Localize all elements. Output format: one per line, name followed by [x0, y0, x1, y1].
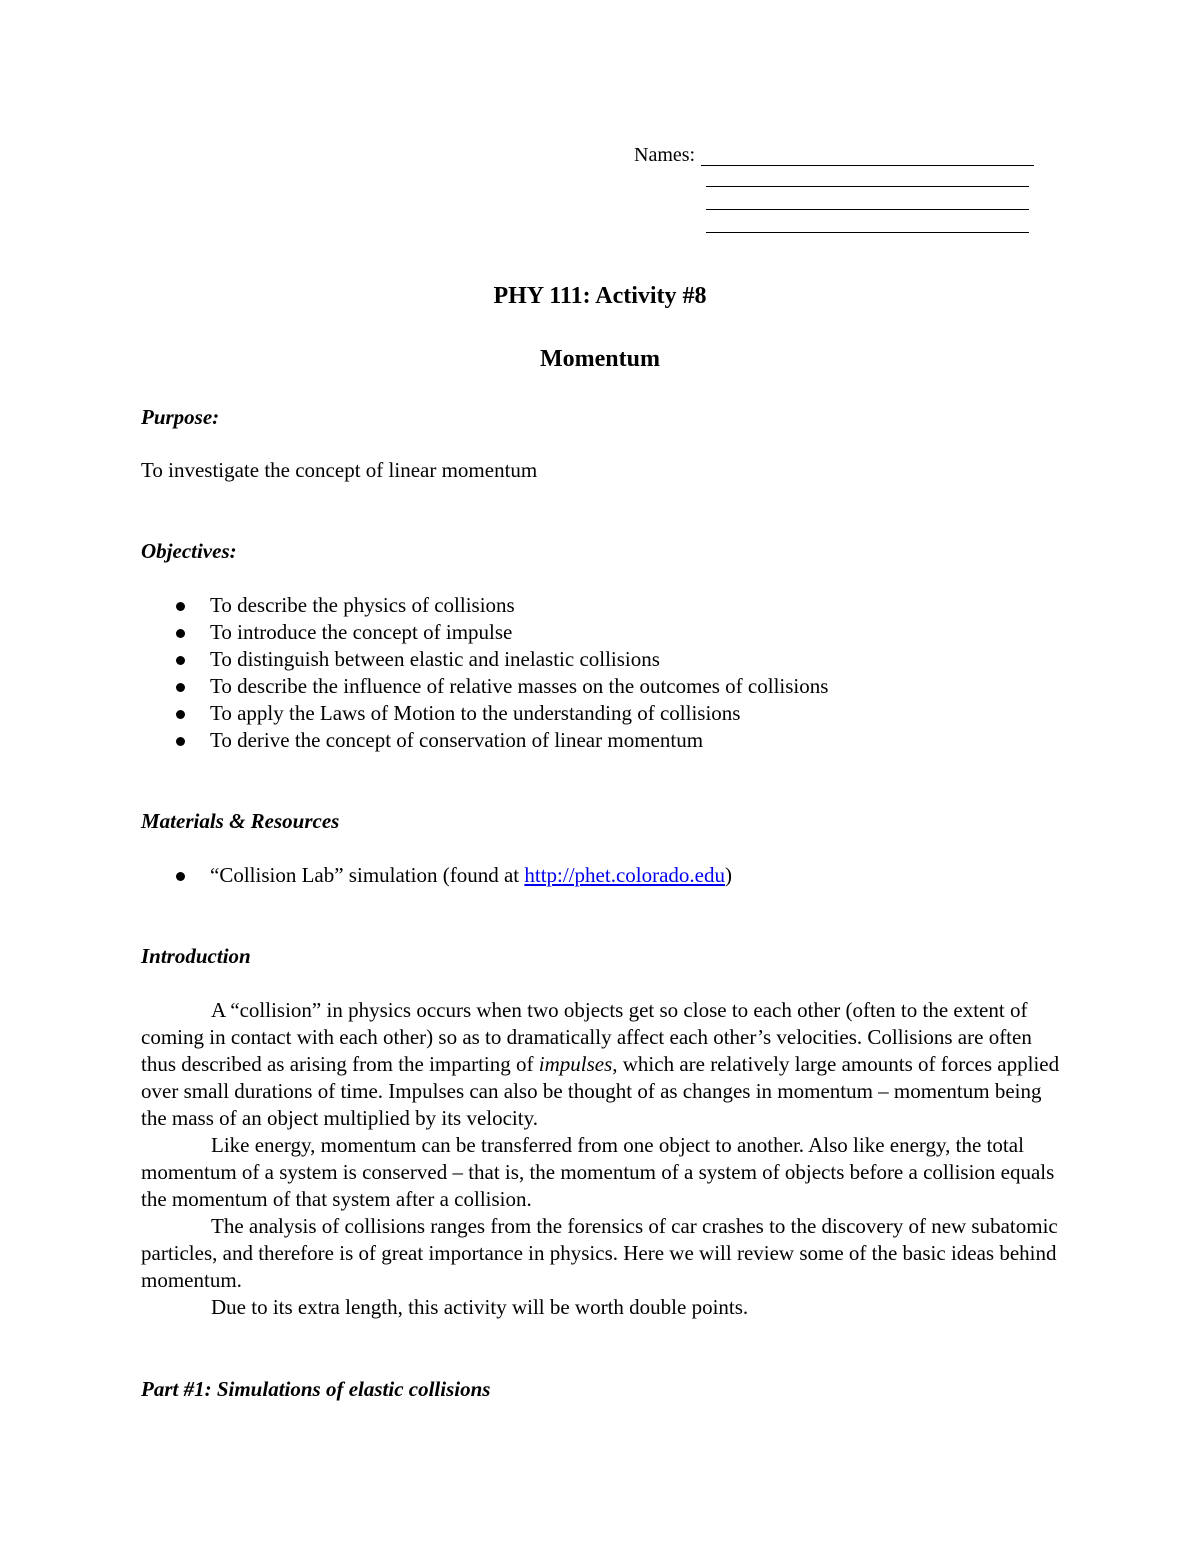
materials-heading: Materials & Resources — [141, 809, 340, 833]
list-item: To derive the concept of conservation of linear momentum — [141, 727, 828, 754]
document-title: PHY 111: Activity #8 — [493, 283, 707, 309]
name-line-1 — [701, 145, 1034, 166]
bullet-icon — [176, 629, 185, 638]
list-item: To describe the influence of relative masses on the outcomes of collisions — [141, 673, 828, 700]
names-block — [634, 142, 1044, 166]
name-line-2 — [706, 166, 1029, 187]
name-line-3 — [706, 189, 1029, 210]
list-item: To apply the Laws of Motion to the understanding of collisions — [141, 700, 828, 727]
list-item: To distinguish between elastic and inelastic collisions — [141, 646, 828, 673]
bullet-icon — [176, 683, 185, 692]
intro-paragraph-1: A “collision” in physics occurs when two objects get so close to each other (often to the extent of coming in contact with each other) so as to dramatically affect each other’s velocities. Collisions are often thus described as arising from the imparting of impulses, which are relatively large amounts of forces applied over small durations of time. Impulses can also be thought of as changes in momentum – momentum being the mass of an object multiplied by its velocity. — [141, 998, 1060, 1130]
introduction-body — [141, 997, 1066, 1321]
intro-paragraph-4: Due to its extra length, this activity will be worth double points. — [211, 1295, 749, 1319]
document-subtitle: Momentum — [540, 346, 660, 372]
bullet-icon — [176, 602, 185, 611]
bullet-icon — [176, 710, 185, 719]
purpose-heading: Purpose: — [141, 405, 220, 429]
objectives-heading: Objectives: — [141, 539, 237, 563]
intro-paragraph-3: The analysis of collisions ranges from the forensics of car crashes to the discovery of new subatomic particles, and therefore is of great importance in physics. Here we will review some of the basic ideas behind momentum. — [141, 1214, 1058, 1292]
names-label: Names: — [634, 144, 696, 166]
introduction-heading: Introduction — [141, 944, 251, 968]
intro-paragraph-2: Like energy, momentum can be transferred from one object to another. Also like energy, the total momentum of a system is conserved – that is, the momentum of a system of objects before a collision equals the momentum of that system after a collision. — [141, 1133, 1055, 1211]
list-item: To introduce the concept of impulse — [141, 619, 828, 646]
bullet-icon — [176, 737, 185, 746]
name-line-4 — [706, 212, 1029, 233]
materials-list — [141, 862, 732, 889]
bullet-icon — [176, 872, 185, 881]
objectives-list — [141, 592, 828, 754]
list-item: “Collision Lab” simulation (found at http://phet.colorado.edu) — [141, 862, 732, 889]
purpose-text: To investigate the concept of linear momentum — [141, 458, 538, 482]
list-item: To describe the physics of collisions — [141, 592, 828, 619]
bullet-icon — [176, 656, 185, 665]
part1-heading: Part #1: Simulations of elastic collisions — [141, 1377, 491, 1401]
phet-link[interactable]: http://phet.colorado.edu — [524, 863, 725, 887]
